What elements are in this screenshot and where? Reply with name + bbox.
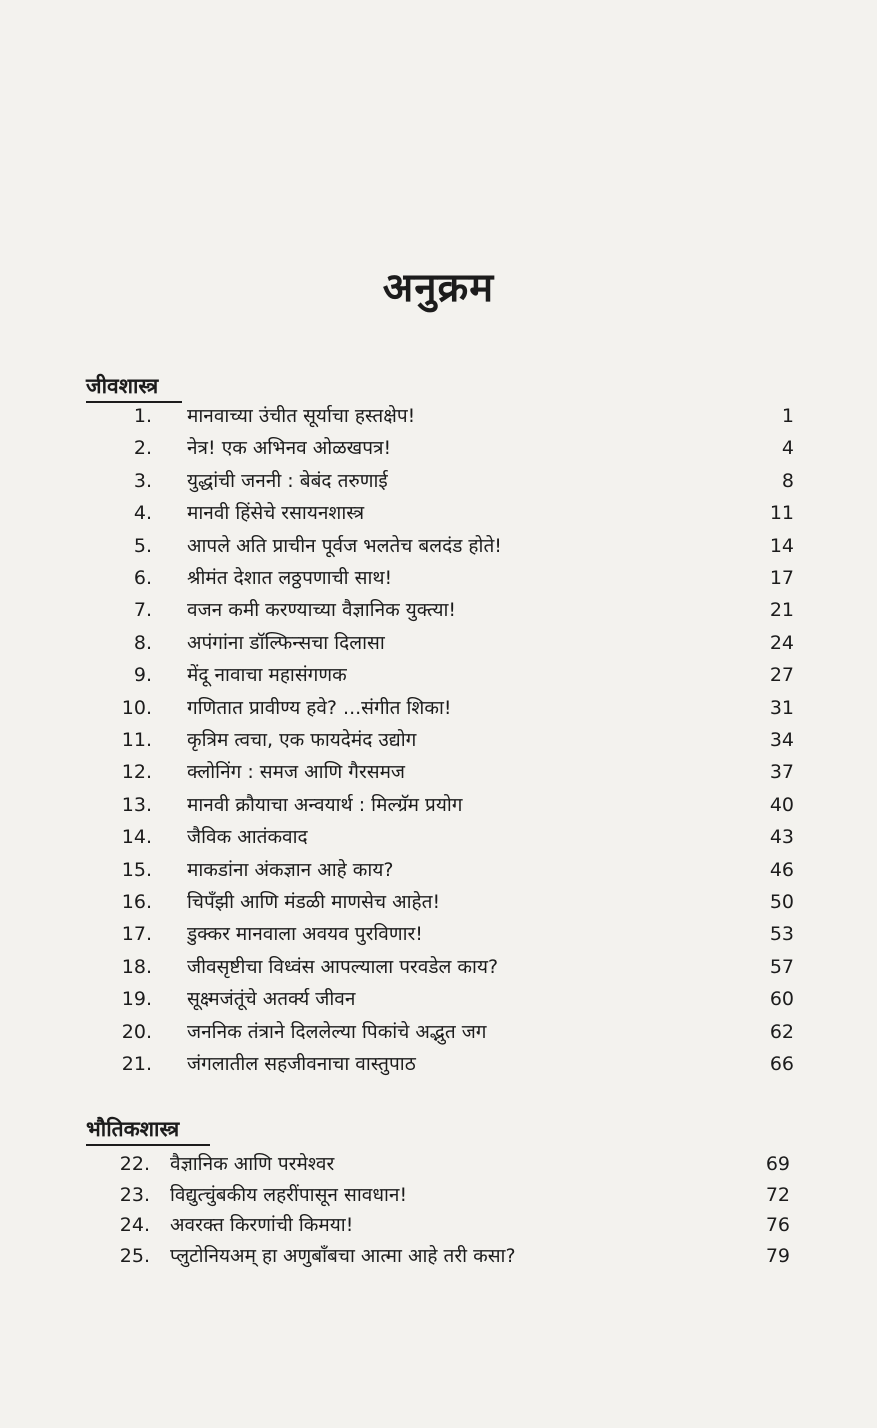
entry-number: 14. bbox=[121, 826, 152, 849]
entry-title: गणितात प्रावीण्य हवे? ...संगीत शिका! bbox=[187, 696, 452, 719]
entry-title: जंगलातील सहजीवनाचा वास्तुपाठ bbox=[187, 1053, 416, 1075]
toc-entry bbox=[0, 401, 877, 431]
entry-page-number: 21 bbox=[769, 599, 794, 622]
entry-number: 7. bbox=[133, 599, 152, 622]
entry-title: डुक्कर मानवाला अवयव पुरविणार! bbox=[187, 923, 423, 946]
toc-entry bbox=[0, 790, 877, 820]
toc-entry bbox=[0, 919, 877, 949]
toc-entry bbox=[0, 1049, 877, 1079]
toc-entry bbox=[0, 855, 877, 885]
entry-number: 12. bbox=[121, 761, 152, 784]
entry-page-number: 72 bbox=[765, 1183, 790, 1206]
entry-number: 9. bbox=[133, 664, 152, 687]
entry-page-number: 76 bbox=[765, 1214, 790, 1237]
toc-entry bbox=[0, 466, 877, 496]
entry-number: 18. bbox=[121, 955, 152, 978]
entry-title: मानवाच्या उंचीत सूर्याचा हस्तक्षेप! bbox=[187, 405, 416, 427]
toc-entry bbox=[0, 433, 877, 463]
entry-title: अपंगांना डॉल्फिन्सचा दिलासा bbox=[187, 631, 385, 654]
entry-page-number: 62 bbox=[769, 1020, 794, 1043]
entry-number: 4. bbox=[133, 502, 152, 525]
toc-entry bbox=[0, 757, 877, 787]
entry-number: 25. bbox=[119, 1244, 150, 1267]
entry-page-number: 17 bbox=[769, 567, 794, 589]
entry-page-number: 24 bbox=[769, 631, 794, 654]
toc-entry bbox=[0, 628, 877, 658]
entry-number: 16. bbox=[121, 891, 152, 913]
page-title: अनुक्रम bbox=[382, 265, 495, 311]
entry-number: 19. bbox=[121, 988, 152, 1011]
entry-number: 13. bbox=[121, 793, 152, 816]
entry-page-number: 40 bbox=[769, 793, 794, 816]
entry-title: कृत्रिम त्वचा, एक फायदेमंद उद्योग bbox=[187, 729, 417, 751]
entry-title: मेंदू नावाचा महासंगणक bbox=[187, 664, 347, 687]
entry-number: 23. bbox=[119, 1183, 150, 1206]
entry-page-number: 11 bbox=[769, 502, 794, 525]
entry-number: 11. bbox=[121, 729, 152, 751]
section-underline bbox=[86, 1144, 210, 1146]
entry-title: वैज्ञानिक आणि परमेश्वर bbox=[170, 1153, 335, 1175]
toc-entry bbox=[0, 1017, 877, 1047]
toc-entry bbox=[0, 660, 877, 690]
entry-number: 17. bbox=[121, 923, 152, 946]
entry-page-number: 37 bbox=[769, 761, 794, 784]
toc-entry bbox=[0, 725, 877, 755]
toc-entry bbox=[0, 952, 877, 982]
toc-entry bbox=[0, 1241, 877, 1271]
toc-entry bbox=[0, 1180, 877, 1210]
entry-number: 24. bbox=[119, 1214, 150, 1237]
entry-number: 3. bbox=[133, 469, 152, 492]
entry-page-number: 4 bbox=[781, 437, 794, 460]
entry-page-number: 69 bbox=[765, 1153, 790, 1175]
entry-page-number: 8 bbox=[781, 469, 794, 492]
entry-number: 8. bbox=[133, 631, 152, 654]
toc-entry bbox=[0, 984, 877, 1014]
entry-page-number: 34 bbox=[769, 729, 794, 751]
entry-title: प्लुटोनियअम् हा अणुबाँबचा आत्मा आहे तरी कसा? bbox=[170, 1244, 516, 1267]
entry-title: विद्युत्चुंबकीय लहरींपासून सावधान! bbox=[170, 1183, 408, 1206]
toc-entry bbox=[0, 563, 877, 593]
entry-title: सूक्ष्मजंतूंचे अतर्क्य जीवन bbox=[187, 988, 356, 1011]
entry-number: 2. bbox=[133, 437, 152, 460]
entry-number: 20. bbox=[121, 1020, 152, 1043]
entry-number: 21. bbox=[121, 1053, 152, 1075]
entry-title: श्रीमंत देशात लठ्ठपणाची साथ! bbox=[187, 567, 393, 589]
entry-title: आपले अति प्राचीन पूर्वज भलतेच बलदंड होते! bbox=[187, 534, 502, 557]
entry-page-number: 1 bbox=[781, 405, 794, 427]
toc-entry bbox=[0, 1210, 877, 1240]
entry-number: 1. bbox=[133, 405, 152, 427]
entry-title: क्लोनिंग : समज आणि गैरसमज bbox=[187, 761, 406, 784]
entry-page-number: 60 bbox=[769, 988, 794, 1011]
entry-title: जैविक आतंकवाद bbox=[187, 826, 308, 849]
entry-title: चिपँझी आणि मंडळी माणसेच आहेत! bbox=[187, 891, 441, 913]
toc-entry bbox=[0, 595, 877, 625]
toc-entry bbox=[0, 887, 877, 917]
entry-page-number: 66 bbox=[769, 1053, 794, 1075]
section-heading: जीवशास्त्र bbox=[86, 374, 159, 398]
entry-title: अवरक्त किरणांची किमया! bbox=[170, 1214, 354, 1237]
entry-page-number: 43 bbox=[769, 826, 794, 849]
entry-page-number: 14 bbox=[769, 534, 794, 557]
toc-entry bbox=[0, 531, 877, 561]
toc-entry bbox=[0, 693, 877, 723]
entry-page-number: 27 bbox=[769, 664, 794, 687]
entry-page-number: 57 bbox=[769, 955, 794, 978]
entry-number: 6. bbox=[133, 567, 152, 589]
toc-entry bbox=[0, 822, 877, 852]
entry-title: जननिक तंत्राने दिललेल्या पिकांचे अद्भुत जग bbox=[187, 1020, 487, 1043]
entry-title: वजन कमी करण्याच्या वैज्ञानिक युक्त्या! bbox=[187, 599, 457, 622]
entry-page-number: 46 bbox=[769, 858, 794, 881]
entry-title: नेत्र! एक अभिनव ओळखपत्र! bbox=[187, 437, 392, 460]
entry-title: युद्धांची जननी : बेबंद तरुणाई bbox=[187, 469, 388, 492]
entry-number: 15. bbox=[121, 858, 152, 881]
entry-number: 22. bbox=[119, 1153, 150, 1175]
entry-number: 5. bbox=[133, 534, 152, 557]
toc-entry bbox=[0, 1149, 877, 1179]
entry-title: जीवसृष्टीचा विध्वंस आपल्याला परवडेल काय? bbox=[187, 955, 499, 978]
entry-page-number: 31 bbox=[769, 696, 794, 719]
entry-title: मानवी क्रौयाचा अन्वयार्थ : मिल्ग्रॅम प्रयोग bbox=[187, 793, 463, 816]
entry-page-number: 79 bbox=[765, 1244, 790, 1267]
section-heading: भौतिकशास्त्र bbox=[86, 1117, 180, 1141]
entry-title: माकडांना अंकज्ञान आहे काय? bbox=[187, 858, 394, 881]
entry-title: मानवी हिंसेचे रसायनशास्त्र bbox=[187, 502, 365, 525]
entry-number: 10. bbox=[121, 696, 152, 719]
entry-page-number: 53 bbox=[769, 923, 794, 946]
entry-page-number: 50 bbox=[769, 891, 794, 913]
toc-entry bbox=[0, 498, 877, 528]
